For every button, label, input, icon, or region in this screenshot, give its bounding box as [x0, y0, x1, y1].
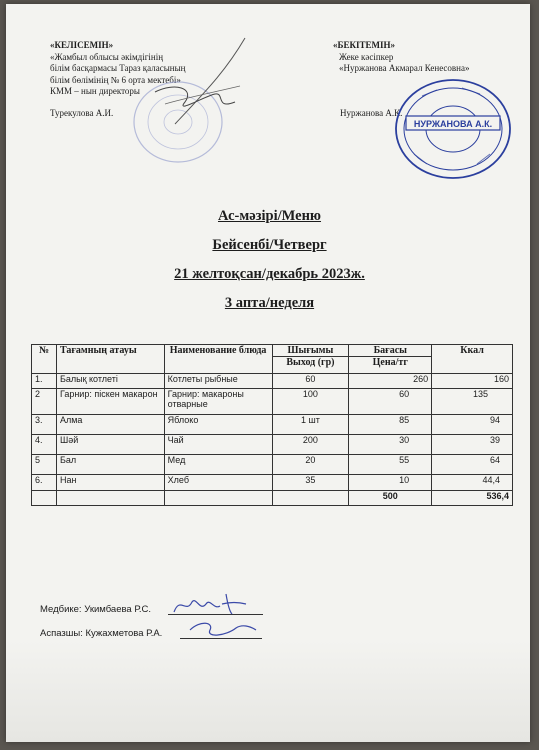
cell-price: 10 [349, 475, 432, 491]
cell-empty [56, 491, 164, 506]
cell-empty [32, 491, 57, 506]
header-output-sub: Выход (гр) [272, 357, 349, 374]
cell-empty [272, 491, 349, 506]
cell-output: 200 [272, 435, 349, 455]
approval-left-line: білім басқармасы Тараз қаласының [50, 63, 186, 73]
cell-output: 60 [272, 374, 349, 389]
cell-kcal: 160 [432, 374, 513, 389]
cell-num: 3. [32, 415, 57, 435]
cell-kcal: 94 [432, 415, 513, 435]
header-kcal: Ккал [432, 345, 513, 374]
cell-output: 100 [272, 389, 349, 415]
approval-right-heading: «БЕКІТЕМІН» [333, 40, 395, 50]
cell-name-kz: Бал [56, 455, 164, 475]
total-price: 500 [349, 491, 432, 506]
menu-title: Ас-мәзірі/Меню [217, 208, 322, 224]
cell-price: 260 [349, 374, 432, 389]
header-price: Бағасы [349, 345, 432, 357]
cell-num: 5 [32, 455, 57, 475]
menu-table [31, 344, 513, 506]
director-signature [145, 32, 255, 142]
table-total-row [32, 491, 513, 506]
approval-right-line: «Нуржанова Акмарал Кенесовна» [339, 63, 470, 73]
header-output: Шығымы [272, 345, 349, 357]
cell-output: 1 шт [272, 415, 349, 435]
table-row [32, 389, 513, 415]
table-row [32, 475, 513, 491]
header-num: № [32, 345, 57, 374]
menu-date: 21 желтоқсан/декабрь 2023ж. [174, 266, 365, 282]
cell-kcal: 39 [432, 435, 513, 455]
menu-day: Бейсенбі/Четверг [212, 237, 327, 253]
approval-right-line: Жеке кәсіпкер [339, 51, 394, 62]
stamp-name-text: НУРЖАНОВА А.К. [413, 119, 493, 129]
cook-signature-line: Аспазшы: Кужахметова Р.А. [40, 628, 163, 639]
header-name-kz: Тағамның атауы [56, 345, 164, 374]
cell-name-ru: Чай [164, 435, 272, 455]
cell-name-ru: Яблоко [164, 415, 272, 435]
cell-num: 4. [32, 435, 57, 455]
cell-name-kz: Алма [56, 415, 164, 435]
nurse-signature-line: Медбике: Укимбаева Р.С. [40, 604, 152, 615]
cell-name-kz: Балық котлеті [56, 374, 164, 389]
cell-name-kz: Гарнир: піскен макарон [56, 389, 164, 415]
approval-left-line: білім бөлімінің № 6 орта мектебі» [50, 74, 181, 85]
cell-num: 1. [32, 374, 57, 389]
cell-name-ru: Мед [164, 455, 272, 475]
cell-num: 6. [32, 475, 57, 491]
cell-output: 20 [272, 455, 349, 475]
total-kcal: 536,4 [432, 491, 513, 506]
cell-output: 35 [272, 475, 349, 491]
entrepreneur-stamp-seal [392, 76, 514, 182]
cell-name-ru: Котлеты рыбные [164, 374, 272, 389]
cell-kcal: 135 [432, 389, 513, 415]
paper-shadow [6, 640, 530, 742]
approval-left-heading: «КЕЛІСЕМІН» [50, 40, 114, 50]
approval-left-signer: Турекулова А.И. [50, 108, 114, 118]
table-row [32, 455, 513, 475]
approval-right-block [333, 40, 469, 75]
approval-left-line: КММ – нын директоры [50, 86, 140, 96]
cell-empty [164, 491, 272, 506]
cell-price: 85 [349, 415, 432, 435]
cell-price: 60 [349, 389, 432, 415]
cell-price: 30 [349, 435, 432, 455]
cell-name-ru: Хлеб [164, 475, 272, 491]
approval-left-line: «Жамбыл облысы әкімдігінің [50, 51, 164, 62]
cell-name-kz: Нан [56, 475, 164, 491]
table-header-row [32, 345, 513, 357]
header-price-sub: Цена/тг [349, 357, 432, 374]
cell-kcal: 44,4 [432, 475, 513, 491]
cell-price: 55 [349, 455, 432, 475]
table-row [32, 374, 513, 389]
header-name-ru: Наименование блюда [164, 345, 272, 374]
cell-name-ru: Гарнир: макароны отварные [164, 389, 272, 415]
approval-right-signer: Нуржанова А.К. [340, 108, 403, 118]
table-row [32, 435, 513, 455]
cell-name-kz: Шәй [56, 435, 164, 455]
cook-signature [186, 616, 262, 642]
cell-kcal: 64 [432, 455, 513, 475]
cell-num: 2 [32, 389, 57, 415]
menu-week: 3 апта/неделя [224, 295, 315, 311]
table-row [32, 415, 513, 435]
